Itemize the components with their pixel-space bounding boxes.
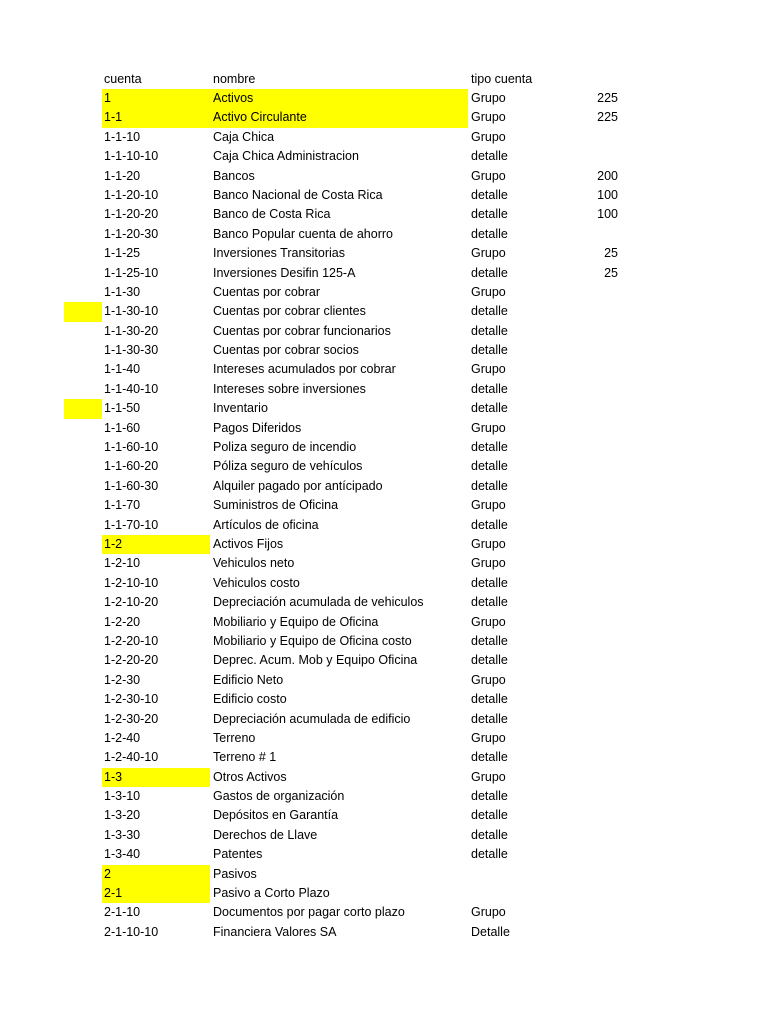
cell-monto[interactable] [568, 457, 618, 476]
cell-tipo-cuenta[interactable]: detalle [471, 459, 508, 474]
cell-monto[interactable] [568, 826, 618, 845]
cell-cuenta[interactable]: 1-2-10-20 [104, 595, 159, 610]
cell-monto[interactable]: 25 [604, 265, 618, 280]
table-row [0, 205, 768, 224]
cell-tipo-cuenta[interactable]: Grupo [471, 284, 506, 299]
table-row [0, 574, 768, 593]
cell-monto[interactable] [568, 690, 618, 709]
cell-cuenta[interactable]: 1-2-20 [104, 614, 141, 629]
table-row [0, 477, 768, 496]
cell-nombre[interactable]: Inversiones Desifin 125-A [213, 265, 356, 280]
header-cuenta: cuenta [104, 72, 142, 86]
cell-nombre[interactable]: Banco de Costa Rica [213, 207, 331, 222]
cell-cuenta[interactable]: 1-2-30-20 [104, 711, 159, 726]
cell-cuenta[interactable]: 1-2 [102, 535, 210, 554]
cell-cuenta[interactable]: 1-1-70-10 [104, 517, 159, 532]
cell-monto[interactable]: 225 [597, 91, 618, 105]
cell-nombre[interactable]: Póliza seguro de vehículos [213, 459, 363, 474]
cell-tipo-cuenta[interactable]: detalle [471, 323, 508, 338]
cell-cuenta[interactable]: 1-2-10 [104, 556, 141, 571]
cell-monto[interactable] [568, 419, 618, 438]
table-row [0, 341, 768, 360]
cell-tipo-cuenta[interactable]: detalle [471, 207, 508, 222]
cell-nombre[interactable]: Cuentas por cobrar clientes [213, 304, 366, 319]
cell-tipo-cuenta[interactable]: detalle [471, 304, 508, 319]
table-row [0, 419, 768, 438]
table-row [0, 845, 768, 864]
table-row [0, 186, 768, 205]
cell-cuenta[interactable]: 1-1-20-20 [104, 207, 159, 222]
cell-tipo-cuenta[interactable]: Grupo [471, 110, 506, 125]
cell-monto[interactable] [568, 322, 618, 341]
cell-monto[interactable] [568, 360, 618, 379]
table-row [0, 147, 768, 166]
cell-cuenta[interactable]: 2 [102, 865, 210, 884]
table-row [0, 516, 768, 535]
cell-cuenta[interactable]: 1-1-30 [104, 284, 141, 299]
cell-monto[interactable] [568, 651, 618, 670]
cell-cuenta[interactable]: 1 [102, 89, 210, 108]
header-tipo-cuenta: tipo cuenta [471, 72, 533, 86]
cell-nombre[interactable]: Pagos Diferidos [213, 420, 302, 435]
table-row [0, 244, 768, 263]
cell-cuenta[interactable]: 1-1-70 [104, 498, 141, 513]
table-row [0, 671, 768, 690]
table-row [0, 729, 768, 748]
cell-monto[interactable] [568, 729, 618, 748]
cell-cuenta[interactable]: 1-1-60-30 [104, 478, 159, 493]
cell-tipo-cuenta[interactable]: detalle [471, 595, 508, 610]
cell-nombre[interactable]: Cuentas por cobrar funcionarios [213, 323, 391, 338]
cell-nombre[interactable]: Banco Nacional de Costa Rica [213, 187, 383, 202]
cell-nombre[interactable]: Mobiliario y Equipo de Oficina [213, 614, 379, 629]
table-row [0, 283, 768, 302]
cell-cuenta[interactable]: 1-1-60-10 [104, 440, 159, 455]
cell-tipo-cuenta[interactable]: detalle [471, 381, 508, 396]
cell-cuenta[interactable]: 1-1-30-20 [104, 323, 159, 338]
cell-nombre[interactable]: Depreciación acumulada de vehiculos [213, 595, 424, 610]
table-row [0, 457, 768, 476]
table-row [0, 748, 768, 767]
cell-tipo-cuenta[interactable]: Grupo [471, 730, 506, 745]
cell-cuenta[interactable]: 1-1-40-10 [104, 381, 159, 396]
cell-nombre[interactable]: Banco Popular cuenta de ahorro [213, 226, 393, 241]
cell-cuenta[interactable]: 1-1-25 [104, 246, 141, 261]
cell-nombre[interactable]: Bancos [213, 168, 255, 183]
cell-cuenta[interactable]: 1-1-25-10 [104, 265, 159, 280]
cell-tipo-cuenta[interactable]: Detalle [471, 924, 510, 939]
cell-tipo-cuenta[interactable]: Grupo [471, 556, 506, 571]
cell-tipo-cuenta[interactable]: Grupo [471, 362, 506, 377]
cell-tipo-cuenta[interactable]: detalle [471, 711, 508, 726]
cell-tipo-cuenta[interactable]: Grupo [471, 672, 506, 687]
cell-tipo-cuenta[interactable]: detalle [471, 827, 508, 842]
cell-nombre[interactable]: Depreciación acumulada de edificio [213, 711, 411, 726]
table-row [0, 554, 768, 573]
cell-cuenta[interactable]: 1-2-40-10 [104, 750, 159, 765]
cell-tipo-cuenta[interactable]: Grupo [471, 614, 506, 629]
table-row [0, 884, 768, 903]
cell-tipo-cuenta[interactable]: detalle [471, 692, 508, 707]
cell-monto[interactable] [568, 923, 618, 942]
table-row [0, 806, 768, 825]
cell-cuenta[interactable]: 1-1-20-30 [104, 226, 159, 241]
cell-tipo-cuenta[interactable]: detalle [471, 808, 508, 823]
account-table [0, 69, 768, 942]
cell-monto[interactable]: 100 [597, 187, 618, 202]
cell-cuenta[interactable]: 1-3-40 [104, 847, 141, 862]
cell-cuenta[interactable]: 1-3-30 [104, 827, 141, 842]
table-row [0, 651, 768, 670]
row-highlight-marker [64, 399, 102, 418]
cell-monto[interactable] [568, 748, 618, 767]
cell-nombre[interactable]: Activos Fijos [213, 536, 284, 551]
cell-tipo-cuenta[interactable]: Grupo [471, 129, 506, 144]
cell-nombre[interactable]: Cuentas por cobrar [213, 284, 321, 299]
cell-monto[interactable]: 200 [597, 168, 618, 183]
cell-nombre[interactable]: Edificio Neto [213, 672, 284, 687]
cell-tipo-cuenta[interactable] [468, 884, 568, 903]
cell-tipo-cuenta[interactable]: Grupo [471, 91, 506, 105]
cell-nombre[interactable]: Suministros de Oficina [213, 498, 339, 513]
cell-nombre[interactable]: Activo Circulante [210, 108, 468, 127]
cell-cuenta[interactable]: 1-1-10 [104, 129, 141, 144]
cell-monto[interactable]: 100 [597, 207, 618, 222]
cell-nombre[interactable]: Caja Chica [213, 129, 275, 144]
cell-tipo-cuenta[interactable]: Grupo [471, 536, 506, 551]
cell-nombre[interactable]: Activos [210, 89, 468, 108]
table-row [0, 593, 768, 612]
cell-tipo-cuenta[interactable]: detalle [471, 575, 508, 590]
cell-nombre[interactable]: Terreno # 1 [213, 750, 277, 765]
cell-monto[interactable] [568, 147, 618, 166]
cell-tipo-cuenta[interactable]: detalle [471, 750, 508, 765]
table-header [0, 69, 768, 89]
table-row [0, 225, 768, 244]
cell-monto[interactable] [568, 438, 618, 457]
cell-cuenta[interactable]: 1-1-30-10 [104, 304, 159, 319]
table-row [0, 89, 768, 108]
cell-tipo-cuenta[interactable]: detalle [471, 265, 508, 280]
cell-cuenta[interactable]: 1-3 [102, 768, 210, 787]
cell-cuenta[interactable]: 1-1-20 [104, 168, 141, 183]
cell-tipo-cuenta[interactable]: Grupo [471, 420, 506, 435]
cell-tipo-cuenta[interactable]: detalle [471, 440, 508, 455]
cell-cuenta[interactable]: 2-1-10-10 [104, 924, 159, 939]
table-row [0, 923, 768, 942]
cell-monto[interactable] [568, 380, 618, 399]
table-row [0, 787, 768, 806]
cell-nombre[interactable]: Intereses sobre inversiones [213, 381, 366, 396]
cell-nombre[interactable]: Alquiler pagado por antícipado [213, 478, 383, 493]
cell-cuenta[interactable]: 1-2-10-10 [104, 575, 159, 590]
table-row [0, 108, 768, 127]
cell-cuenta[interactable]: 2-1 [102, 884, 210, 903]
cell-nombre[interactable]: Financiera Valores SA [213, 924, 337, 939]
cell-nombre[interactable]: Otros Activos [213, 769, 287, 784]
cell-cuenta[interactable]: 1-3-20 [104, 808, 141, 823]
table-row [0, 167, 768, 186]
cell-nombre[interactable]: Poliza seguro de incendio [213, 440, 357, 455]
cell-nombre[interactable]: Caja Chica Administracion [213, 149, 359, 164]
table-row [0, 438, 768, 457]
cell-cuenta[interactable]: 1-2-30 [104, 672, 141, 687]
cell-nombre[interactable]: Depósitos en Garantía [213, 808, 339, 823]
cell-monto[interactable] [568, 593, 618, 612]
cell-tipo-cuenta[interactable]: detalle [471, 653, 508, 668]
cell-nombre[interactable]: Pasivos [213, 866, 257, 881]
cell-nombre[interactable]: Derechos de Llave [213, 827, 318, 842]
table-row [0, 264, 768, 283]
cell-tipo-cuenta[interactable]: detalle [471, 847, 508, 862]
cell-cuenta[interactable]: 1-1-30-30 [104, 343, 159, 358]
table-row [0, 399, 768, 418]
cell-monto[interactable] [568, 128, 618, 147]
cell-monto[interactable] [568, 516, 618, 535]
cell-cuenta[interactable]: 1-2-20-20 [104, 653, 159, 668]
cell-cuenta[interactable]: 2-1-10 [104, 905, 141, 920]
cell-tipo-cuenta[interactable]: detalle [471, 343, 508, 358]
cell-nombre[interactable]: Edificio costo [213, 692, 287, 707]
table-row [0, 826, 768, 845]
cell-monto[interactable] [568, 845, 618, 864]
table-row [0, 380, 768, 399]
table-row [0, 710, 768, 729]
cell-tipo-cuenta[interactable] [468, 865, 568, 884]
table-row [0, 535, 768, 554]
cell-tipo-cuenta[interactable]: detalle [471, 789, 508, 804]
cell-monto[interactable] [568, 613, 618, 632]
cell-tipo-cuenta[interactable]: detalle [471, 633, 508, 648]
cell-cuenta[interactable]: 1-1-60-20 [104, 459, 159, 474]
cell-tipo-cuenta[interactable]: detalle [471, 401, 508, 416]
cell-nombre[interactable]: Vehiculos costo [213, 575, 300, 590]
cell-tipo-cuenta[interactable]: Grupo [471, 168, 506, 183]
table-row [0, 128, 768, 147]
cell-monto[interactable] [568, 399, 618, 418]
cell-tipo-cuenta[interactable]: detalle [471, 517, 508, 532]
cell-monto[interactable] [568, 496, 618, 515]
cell-monto[interactable] [568, 710, 618, 729]
cell-monto[interactable] [568, 632, 618, 651]
cell-nombre[interactable]: Documentos por pagar corto plazo [213, 905, 405, 920]
cell-monto[interactable] [568, 302, 618, 321]
cell-monto[interactable] [568, 787, 618, 806]
cell-tipo-cuenta[interactable]: detalle [471, 478, 508, 493]
table-row [0, 903, 768, 922]
cell-tipo-cuenta[interactable]: Grupo [471, 498, 506, 513]
cell-monto[interactable] [568, 806, 618, 825]
cell-monto[interactable] [568, 341, 618, 360]
cell-nombre[interactable]: Inversiones Transitorias [213, 246, 346, 261]
cell-nombre[interactable]: Terreno [213, 730, 256, 745]
cell-monto[interactable] [568, 671, 618, 690]
cell-nombre[interactable]: Pasivo a Corto Plazo [213, 886, 330, 901]
table-body [0, 89, 768, 942]
cell-nombre[interactable]: Artículos de oficina [213, 517, 319, 532]
cell-monto[interactable] [568, 574, 618, 593]
cell-cuenta[interactable]: 1-1-50 [104, 401, 141, 416]
cell-cuenta[interactable]: 1-2-20-10 [104, 633, 159, 648]
table-row [0, 613, 768, 632]
cell-cuenta[interactable]: 1-1 [102, 108, 210, 127]
cell-tipo-cuenta[interactable]: Grupo [471, 905, 506, 920]
cell-cuenta[interactable]: 1-1-20-10 [104, 187, 159, 202]
header-nombre: nombre [213, 72, 256, 86]
cell-monto[interactable] [568, 865, 618, 884]
table-row [0, 690, 768, 709]
table-row [0, 865, 768, 884]
cell-nombre[interactable]: Intereses acumulados por cobrar [213, 362, 396, 377]
cell-monto[interactable] [568, 225, 618, 244]
table-row [0, 302, 768, 321]
cell-cuenta[interactable]: 1-1-40 [104, 362, 141, 377]
cell-monto[interactable] [568, 903, 618, 922]
table-row [0, 496, 768, 515]
cell-nombre[interactable]: Inventario [213, 401, 268, 416]
cell-tipo-cuenta[interactable]: detalle [471, 226, 508, 241]
row-highlight-marker [64, 302, 102, 321]
cell-cuenta[interactable]: 1-1-10-10 [104, 149, 159, 164]
cell-cuenta[interactable]: 1-1-60 [104, 420, 141, 435]
table-row [0, 322, 768, 341]
cell-nombre[interactable]: Vehiculos neto [213, 556, 295, 571]
cell-monto[interactable]: 225 [597, 110, 618, 125]
cell-monto[interactable] [568, 554, 618, 573]
cell-monto[interactable] [568, 477, 618, 496]
cell-monto[interactable] [568, 535, 618, 554]
cell-monto[interactable]: 25 [604, 246, 618, 261]
cell-nombre[interactable]: Mobiliario y Equipo de Oficina costo [213, 633, 412, 648]
table-row [0, 632, 768, 651]
table-row [0, 768, 768, 787]
cell-tipo-cuenta[interactable]: Grupo [471, 246, 506, 261]
table-row [0, 360, 768, 379]
cell-tipo-cuenta[interactable]: detalle [471, 149, 508, 164]
cell-nombre[interactable]: Patentes [213, 847, 263, 862]
cell-nombre[interactable]: Deprec. Acum. Mob y Equipo Oficina [213, 653, 418, 668]
cell-monto[interactable] [568, 283, 618, 302]
cell-cuenta[interactable]: 1-2-40 [104, 730, 141, 745]
cell-tipo-cuenta[interactable]: Grupo [471, 769, 506, 784]
cell-cuenta[interactable]: 1-3-10 [104, 789, 141, 804]
cell-tipo-cuenta[interactable]: detalle [471, 187, 508, 202]
cell-nombre[interactable]: Cuentas por cobrar socios [213, 343, 359, 358]
cell-nombre[interactable]: Gastos de organización [213, 789, 345, 804]
cell-cuenta[interactable]: 1-2-30-10 [104, 692, 159, 707]
cell-monto[interactable] [568, 768, 618, 787]
cell-monto[interactable] [568, 884, 618, 903]
